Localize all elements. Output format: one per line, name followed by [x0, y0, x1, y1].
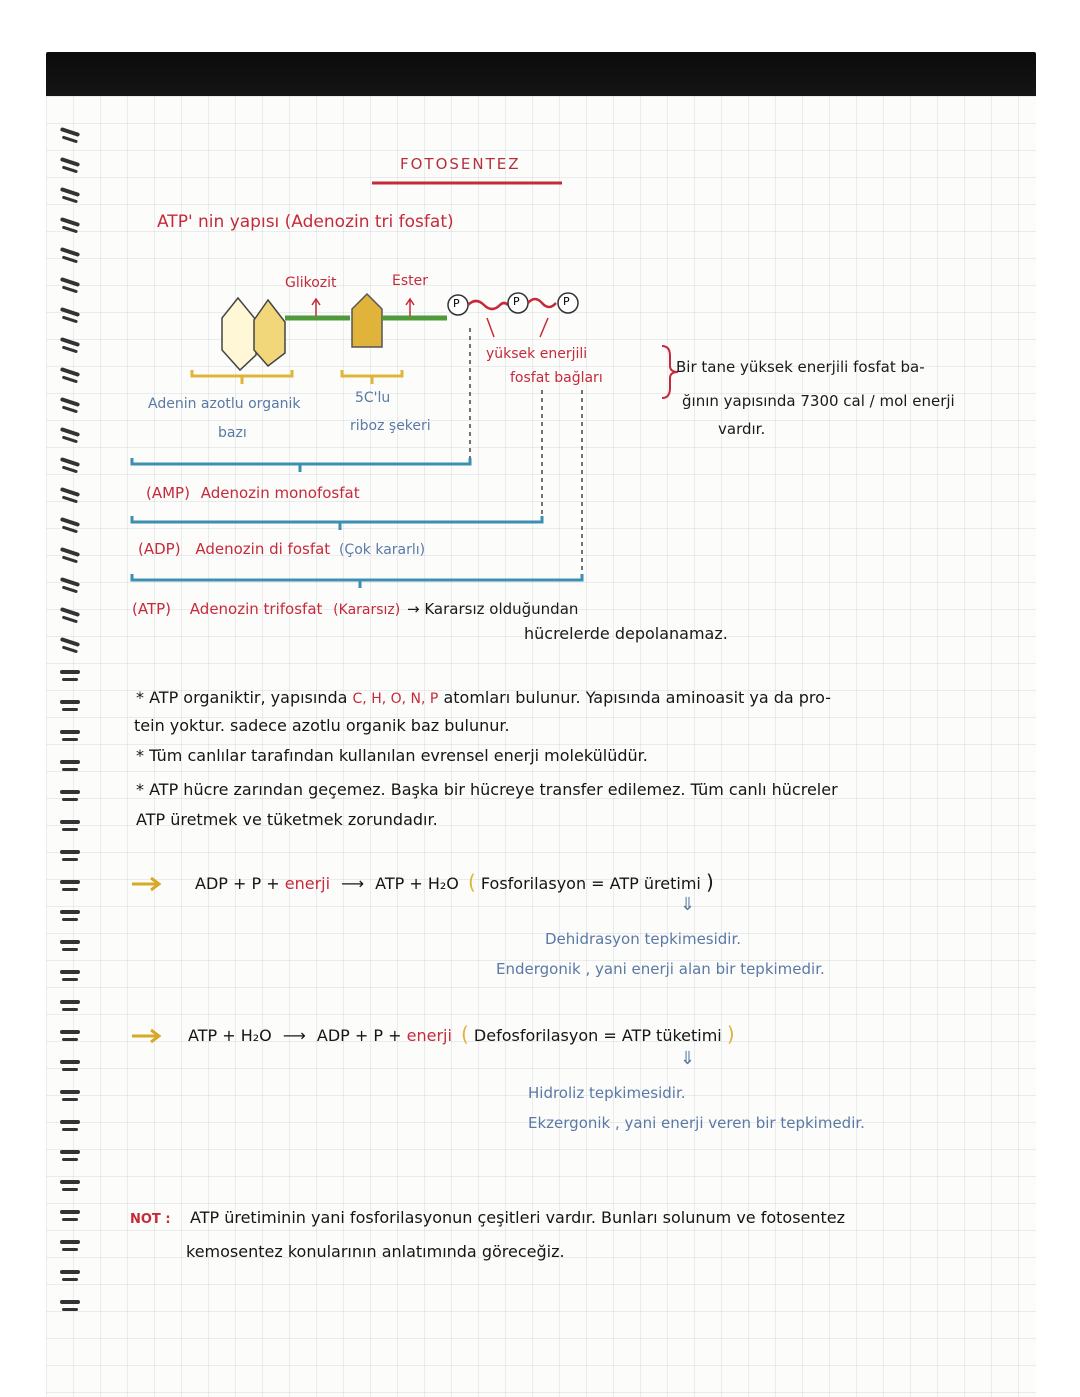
reaction-2-yields: ⟶: [282, 1026, 306, 1045]
amp-name: Adenozin monofosfat: [200, 484, 360, 502]
atp-row: [132, 600, 578, 618]
reaction-2-paren-close: ): [726, 1022, 735, 1046]
bullet-1-line-1: [136, 688, 831, 707]
arrow-right-icon: [132, 878, 159, 890]
bullet-1-atoms: C, H, O, N, P: [352, 691, 439, 707]
page-title: FOTOSENTEZ: [400, 155, 521, 173]
adp-name: Adenozin di fosfat: [195, 540, 331, 558]
atp-result-1: → Kararsız olduğundan: [407, 600, 579, 618]
adp-row: [138, 540, 425, 558]
adenine-hexagon-icon: [222, 298, 285, 370]
bullet-3-line-1: * ATP hücre zarından geçemez. Başka bir hücreye transfer edilemez. Tüm canlı hücreler: [136, 780, 838, 799]
reaction-2-paren-open: (: [461, 1022, 469, 1046]
atp-structure-heading: ATP' nin yapısı (Adenozin tri fosfat): [157, 212, 454, 232]
reaction-2-name: Defosforilasyon = ATP tüketimi: [473, 1026, 722, 1045]
bond-note-line-1: Bir tane yüksek enerjili fosfat ba-: [676, 358, 925, 376]
ribose-label: 5C'lu: [355, 390, 391, 406]
double-arrow-down-icon: ⇓: [680, 894, 696, 915]
ribose-pentagon-icon: [352, 294, 382, 347]
adp-abbr: (ADP): [138, 540, 181, 558]
phosphate-bonds-label: fosfat bağları: [510, 370, 603, 386]
reaction-1-yields: ⟶: [341, 874, 365, 893]
adp-bracket: [132, 516, 542, 530]
bond-note-line-3: vardır.: [718, 420, 766, 438]
reaction-2-energy: enerji: [406, 1026, 452, 1045]
reaction-1-note-1: Dehidrasyon tepkimesidir.: [545, 930, 742, 948]
atp-abbr: (ATP): [132, 600, 172, 618]
not-label: NOT :: [130, 1212, 171, 1227]
reaction-2-note-2: Ekzergonik , yani enerji veren bir tepkimedir.: [528, 1114, 865, 1132]
bullet-1-part-b: atomları bulunur. Yapısında aminoasit ya da pro-: [443, 688, 832, 707]
adenine-bracket: [192, 370, 292, 384]
bullet-1-line-2: tein yoktur. sadece azotlu organik baz bulunur.: [134, 716, 510, 735]
atp-bracket: [132, 574, 582, 588]
glikozit-label: Glikozit: [285, 275, 337, 291]
phosphate-label-3: P: [563, 295, 570, 308]
reaction-2-left: ATP + H₂O: [188, 1026, 272, 1045]
high-energy-bond-1: [468, 301, 508, 309]
ribose-bracket: [342, 370, 402, 384]
reaction-2-right: ADP + P +: [316, 1026, 402, 1045]
reaction-1-left: ADP + P +: [195, 874, 280, 893]
reaction-1-note-2: Endergonik , yani enerji alan bir tepkimedir.: [496, 960, 825, 978]
adenine-label: Adenin azotlu organik: [148, 396, 301, 412]
atp-result-2: hücrelerde depolanamaz.: [524, 624, 728, 643]
high-energy-label: yüksek enerjili: [486, 346, 588, 362]
ester-label: Ester: [392, 273, 428, 289]
reaction-1-name: Fosforilasyon = ATP üretimi: [480, 874, 701, 893]
atp-note: (Kararsız): [333, 602, 401, 618]
adenine-label-2: bazı: [218, 425, 247, 441]
phosphate-label-2: P: [513, 295, 520, 308]
adp-note: (Çok kararlı): [338, 542, 426, 558]
bullet-3-line-2: ATP üretmek ve tüketmek zorundadır.: [136, 810, 438, 829]
amp-row: [146, 484, 360, 502]
reaction-2-note-1: Hidroliz tepkimesidir.: [528, 1084, 686, 1102]
atp-name: Adenozin trifosfat: [189, 600, 323, 618]
high-energy-bond-2: [528, 299, 556, 307]
reaction-2: [188, 1022, 735, 1046]
amp-abbr: (AMP): [146, 484, 190, 502]
bullet-1-part-a: * ATP organiktir, yapısında: [136, 688, 348, 707]
arrow-right-icon: [132, 1030, 159, 1042]
reaction-1: [195, 870, 714, 894]
bullet-2: * Tüm canlılar tarafından kullanılan evrensel enerji molekülüdür.: [136, 746, 648, 765]
reaction-1-energy: enerji: [284, 874, 331, 893]
bond-note-line-2: ğının yapısında 7300 cal / mol enerji: [682, 392, 955, 410]
reaction-1-right: ATP + H₂O: [375, 874, 459, 893]
not-line-1: ATP üretiminin yani fosforilasyonun çeşitleri vardır. Bunları solunum ve fotosentez: [190, 1208, 846, 1227]
double-arrow-down-icon: ⇓: [680, 1048, 696, 1069]
reaction-1-paren-close: ): [705, 870, 714, 894]
not-line-2: kemosentez konularının anlatımında göreceğiz.: [186, 1242, 565, 1261]
ribose-label-2: riboz şekeri: [350, 418, 431, 434]
amp-bracket: [132, 458, 470, 472]
reaction-1-paren-open: (: [468, 870, 476, 894]
phosphate-label-1: P: [453, 297, 460, 310]
